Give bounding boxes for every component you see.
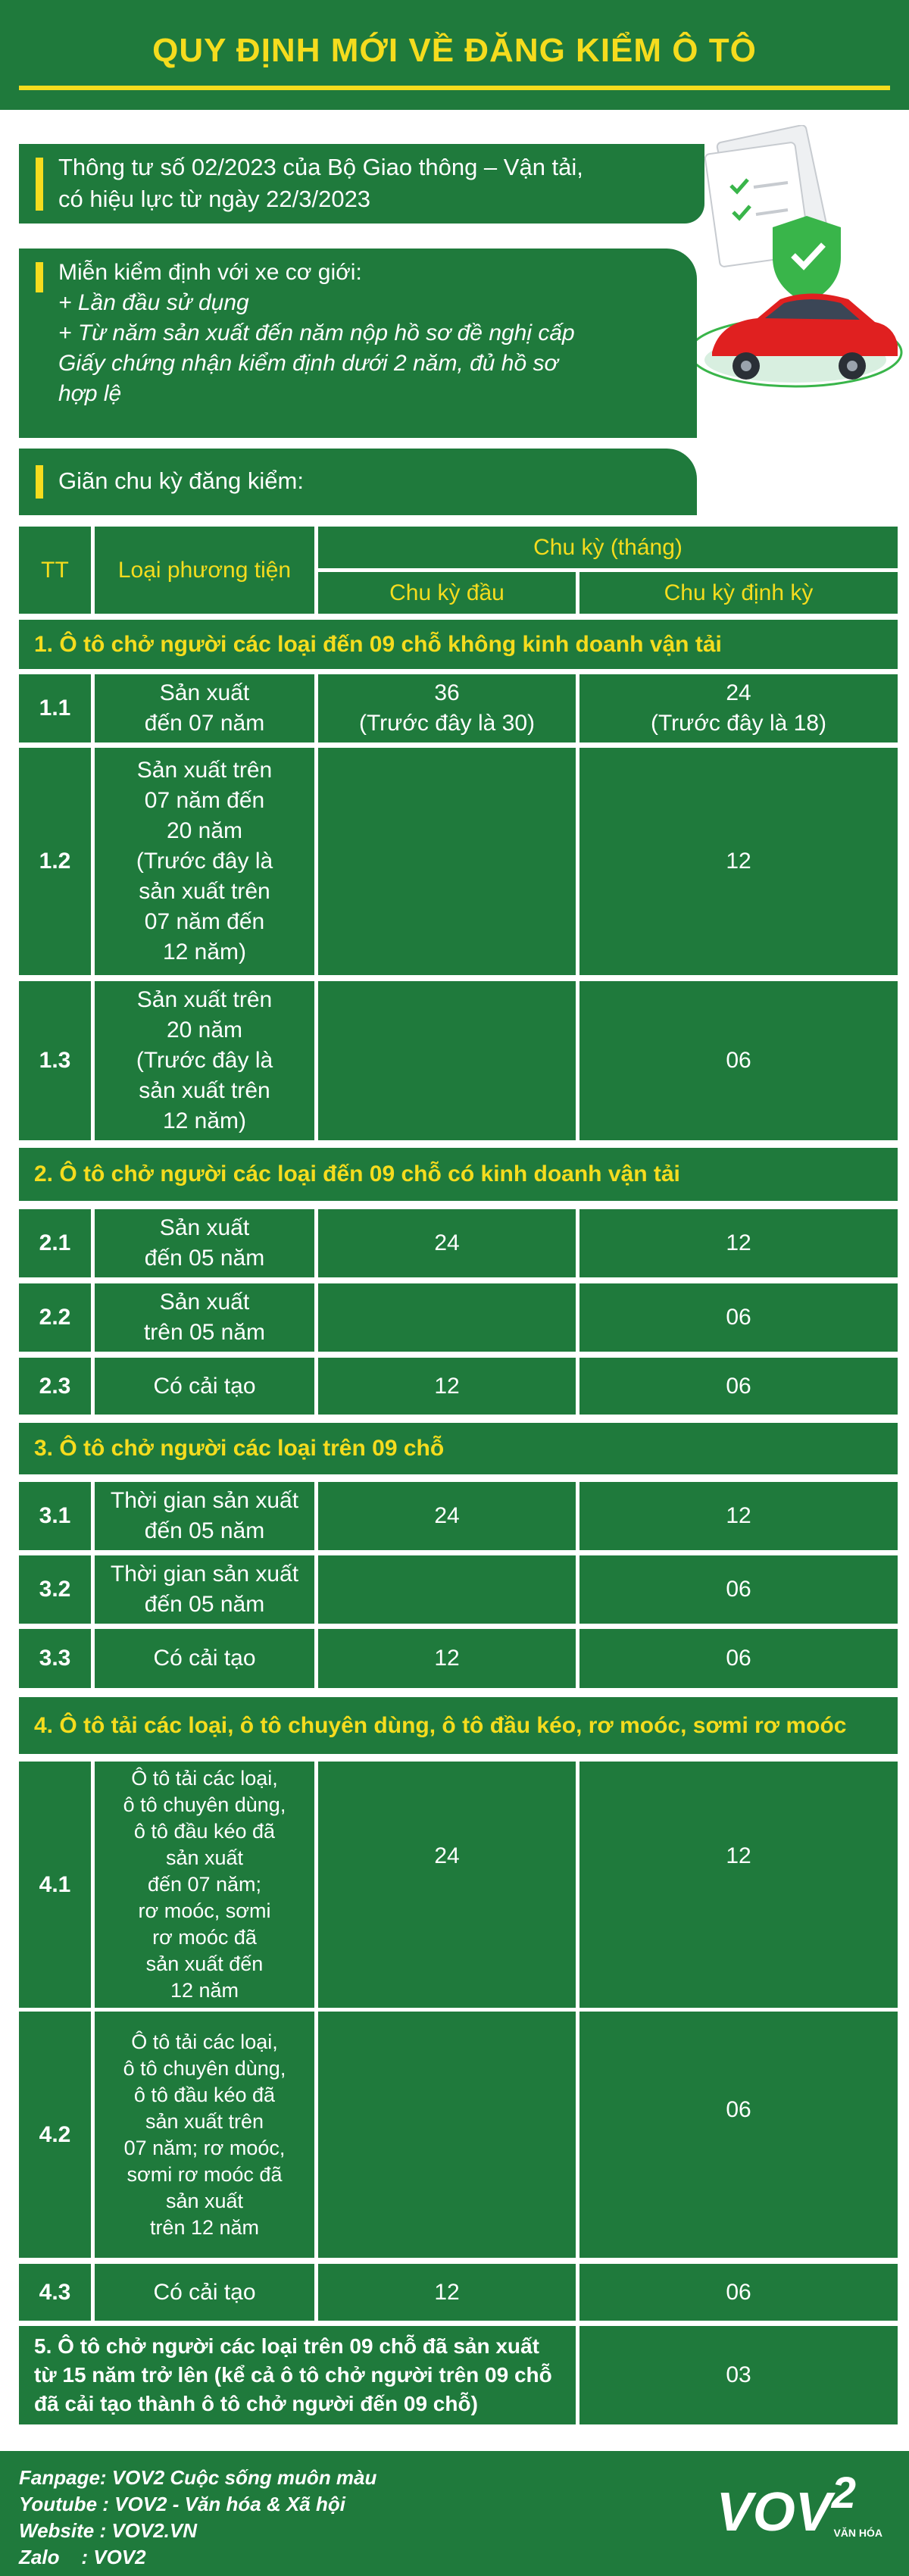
row-3-1-periodic: 12 <box>579 1482 898 1550</box>
row-1-2-periodic: 12 <box>579 748 898 975</box>
page-title: QUY ĐỊNH MỚI VỀ ĐĂNG KIỂM Ô TÔ <box>152 32 757 69</box>
row-1-3-periodic: 06 <box>579 981 898 1140</box>
row-1-1-periodic: 24 (Trước đây là 18) <box>579 674 898 742</box>
row-1-3-tt: 1.3 <box>19 981 91 1140</box>
row-5-periodic: 03 <box>579 2326 898 2424</box>
exemption-heading: Miễn kiểm định với xe cơ giới: <box>58 260 362 285</box>
exemption-item-2b: Giấy chứng nhận kiểm định dưới 2 năm, đủ hồ sơ <box>58 351 558 376</box>
logo-subtext: VĂN HÓA <box>833 2527 882 2539</box>
row-3-2-tt: 3.2 <box>19 1555 91 1624</box>
section-1-title: 1. Ô tô chở người các loại đến 09 chỗ không kinh doanh vận tải <box>19 620 898 669</box>
exemption-item-1: + Lần đầu sử dụng <box>58 290 249 315</box>
footer-website: Website : VOV2.VN <box>19 2519 198 2542</box>
shield-check-icon <box>773 216 841 303</box>
row-4-1-first: 24 <box>318 1762 576 2008</box>
row-2-2-first <box>318 1283 576 1352</box>
row-2-3-type: Có cải tạo <box>95 1358 314 1415</box>
row-4-3-type: Có cải tạo <box>95 2264 314 2321</box>
row-1-2-tt: 1.2 <box>19 748 91 975</box>
footer-zalo: Zalo : VOV2 <box>19 2546 146 2568</box>
logo-number: 2 <box>831 2468 856 2518</box>
row-2-2-periodic: 06 <box>579 1283 898 1352</box>
row-3-1-tt: 3.1 <box>19 1482 91 1550</box>
row-2-1-first: 24 <box>318 1209 576 1277</box>
accent-bar <box>36 465 43 499</box>
row-4-2-type: Ô tô tải các loại, ô tô chuyên dùng, ô tô đầu kéo đã sản xuất trên 07 năm; rơ moóc, sơmi rơ moóc đã sản xuất trên 12 năm <box>95 2012 314 2258</box>
row-2-1-periodic: 12 <box>579 1209 898 1277</box>
title-underline <box>19 86 890 90</box>
exemption-item-2a: + Từ năm sản xuất đến năm nộp hồ sơ đề nghị cấp <box>58 320 575 345</box>
section-5-title: 5. Ô tô chở người các loại trên 09 chỗ đã sản xuất từ 15 năm trở lên (kể cả ô tô chở người trên 09 chỗ đã cải tạo thành ô tô chở người đến 09 chỗ) <box>19 2326 576 2424</box>
row-3-3-periodic: 06 <box>579 1629 898 1688</box>
row-2-1-type: Sản xuất đến 05 năm <box>95 1209 314 1277</box>
footer-fanpage: Fanpage: VOV2 Cuộc sống muôn màu <box>19 2466 377 2489</box>
row-3-2-periodic: 06 <box>579 1555 898 1624</box>
row-1-3-first <box>318 981 576 1140</box>
circular-line-1: Thông tư số 02/2023 của Bộ Giao thông – Vận tải, <box>58 154 583 180</box>
row-1-2-type: Sản xuất trên 07 năm đến 20 năm (Trước đây là sản xuất trên 07 năm đến 12 năm) <box>95 748 314 975</box>
header-banner <box>0 0 909 110</box>
row-4-3-first: 12 <box>318 2264 576 2321</box>
header-cycle-months: Chu kỳ (tháng) <box>318 527 898 568</box>
row-3-2-first <box>318 1555 576 1624</box>
row-3-1-type: Thời gian sản xuất đến 05 năm <box>95 1482 314 1550</box>
row-2-2-tt: 2.2 <box>19 1283 91 1352</box>
exemption-box <box>19 249 697 438</box>
footer-youtube: Youtube : VOV2 - Văn hóa & Xã hội <box>19 2493 345 2515</box>
row-2-3-first: 12 <box>318 1358 576 1415</box>
section-4-title: 4. Ô tô tải các loại, ô tô chuyên dùng, ô tô đầu kéo, rơ moóc, sơmi rơ moóc <box>19 1697 898 1754</box>
row-4-1-tt: 4.1 <box>19 1762 91 2008</box>
accent-bar <box>36 262 43 292</box>
row-2-2-type: Sản xuất trên 05 năm <box>95 1283 314 1352</box>
row-2-3-tt: 2.3 <box>19 1358 91 1415</box>
vov2-logo <box>716 2468 882 2543</box>
section-3-title: 3. Ô tô chở người các loại trên 09 chỗ <box>19 1423 898 1474</box>
row-4-2-first <box>318 2012 576 2258</box>
cycle-heading-box <box>19 449 697 515</box>
row-3-3-type: Có cải tạo <box>95 1629 314 1688</box>
row-3-2-type: Thời gian sản xuất đến 05 năm <box>95 1555 314 1624</box>
logo-text: VOV <box>716 2482 832 2543</box>
circular-line-2: có hiệu lực từ ngày 22/3/2023 <box>58 186 371 212</box>
row-1-3-type: Sản xuất trên 20 năm (Trước đây là sản xuất trên 12 năm) <box>95 981 314 1140</box>
row-1-1-type: Sản xuất đến 07 năm <box>95 674 314 742</box>
header-first-cycle: Chu kỳ đầu <box>318 572 576 614</box>
row-4-3-periodic: 06 <box>579 2264 898 2321</box>
footer <box>0 2451 909 2576</box>
row-3-3-tt: 3.3 <box>19 1629 91 1688</box>
row-3-3-first: 12 <box>318 1629 576 1688</box>
inspection-car-illustration <box>682 125 909 420</box>
row-4-2-periodic: 06 <box>579 2012 898 2258</box>
exemption-item-2c: hợp lệ <box>58 381 122 406</box>
header-periodic-cycle: Chu kỳ định kỳ <box>579 572 898 614</box>
row-2-3-periodic: 06 <box>579 1358 898 1415</box>
header-tt: TT <box>19 527 91 614</box>
cycle-heading: Giãn chu kỳ đăng kiểm: <box>58 467 304 494</box>
header-vehicle-type: Loại phương tiện <box>95 527 314 614</box>
row-1-1-first: 36 (Trước đây là 30) <box>318 674 576 742</box>
circular-info-box <box>19 144 704 224</box>
row-1-1-tt: 1.1 <box>19 674 91 742</box>
section-2-title: 2. Ô tô chở người các loại đến 09 chỗ có kinh doanh vận tải <box>19 1148 898 1201</box>
row-2-1-tt: 2.1 <box>19 1209 91 1277</box>
accent-bar <box>36 158 43 211</box>
row-3-1-first: 24 <box>318 1482 576 1550</box>
row-4-2-tt: 4.2 <box>19 2012 91 2258</box>
row-4-1-type: Ô tô tải các loại, ô tô chuyên dùng, ô tô đầu kéo đã sản xuất đến 07 năm; rơ moóc, sơmi rơ moóc đã sản xuất đến 12 năm <box>95 1762 314 2008</box>
row-4-3-tt: 4.3 <box>19 2264 91 2321</box>
row-4-1-periodic: 12 <box>579 1762 898 2008</box>
row-1-2-first <box>318 748 576 975</box>
car-icon <box>689 294 901 387</box>
